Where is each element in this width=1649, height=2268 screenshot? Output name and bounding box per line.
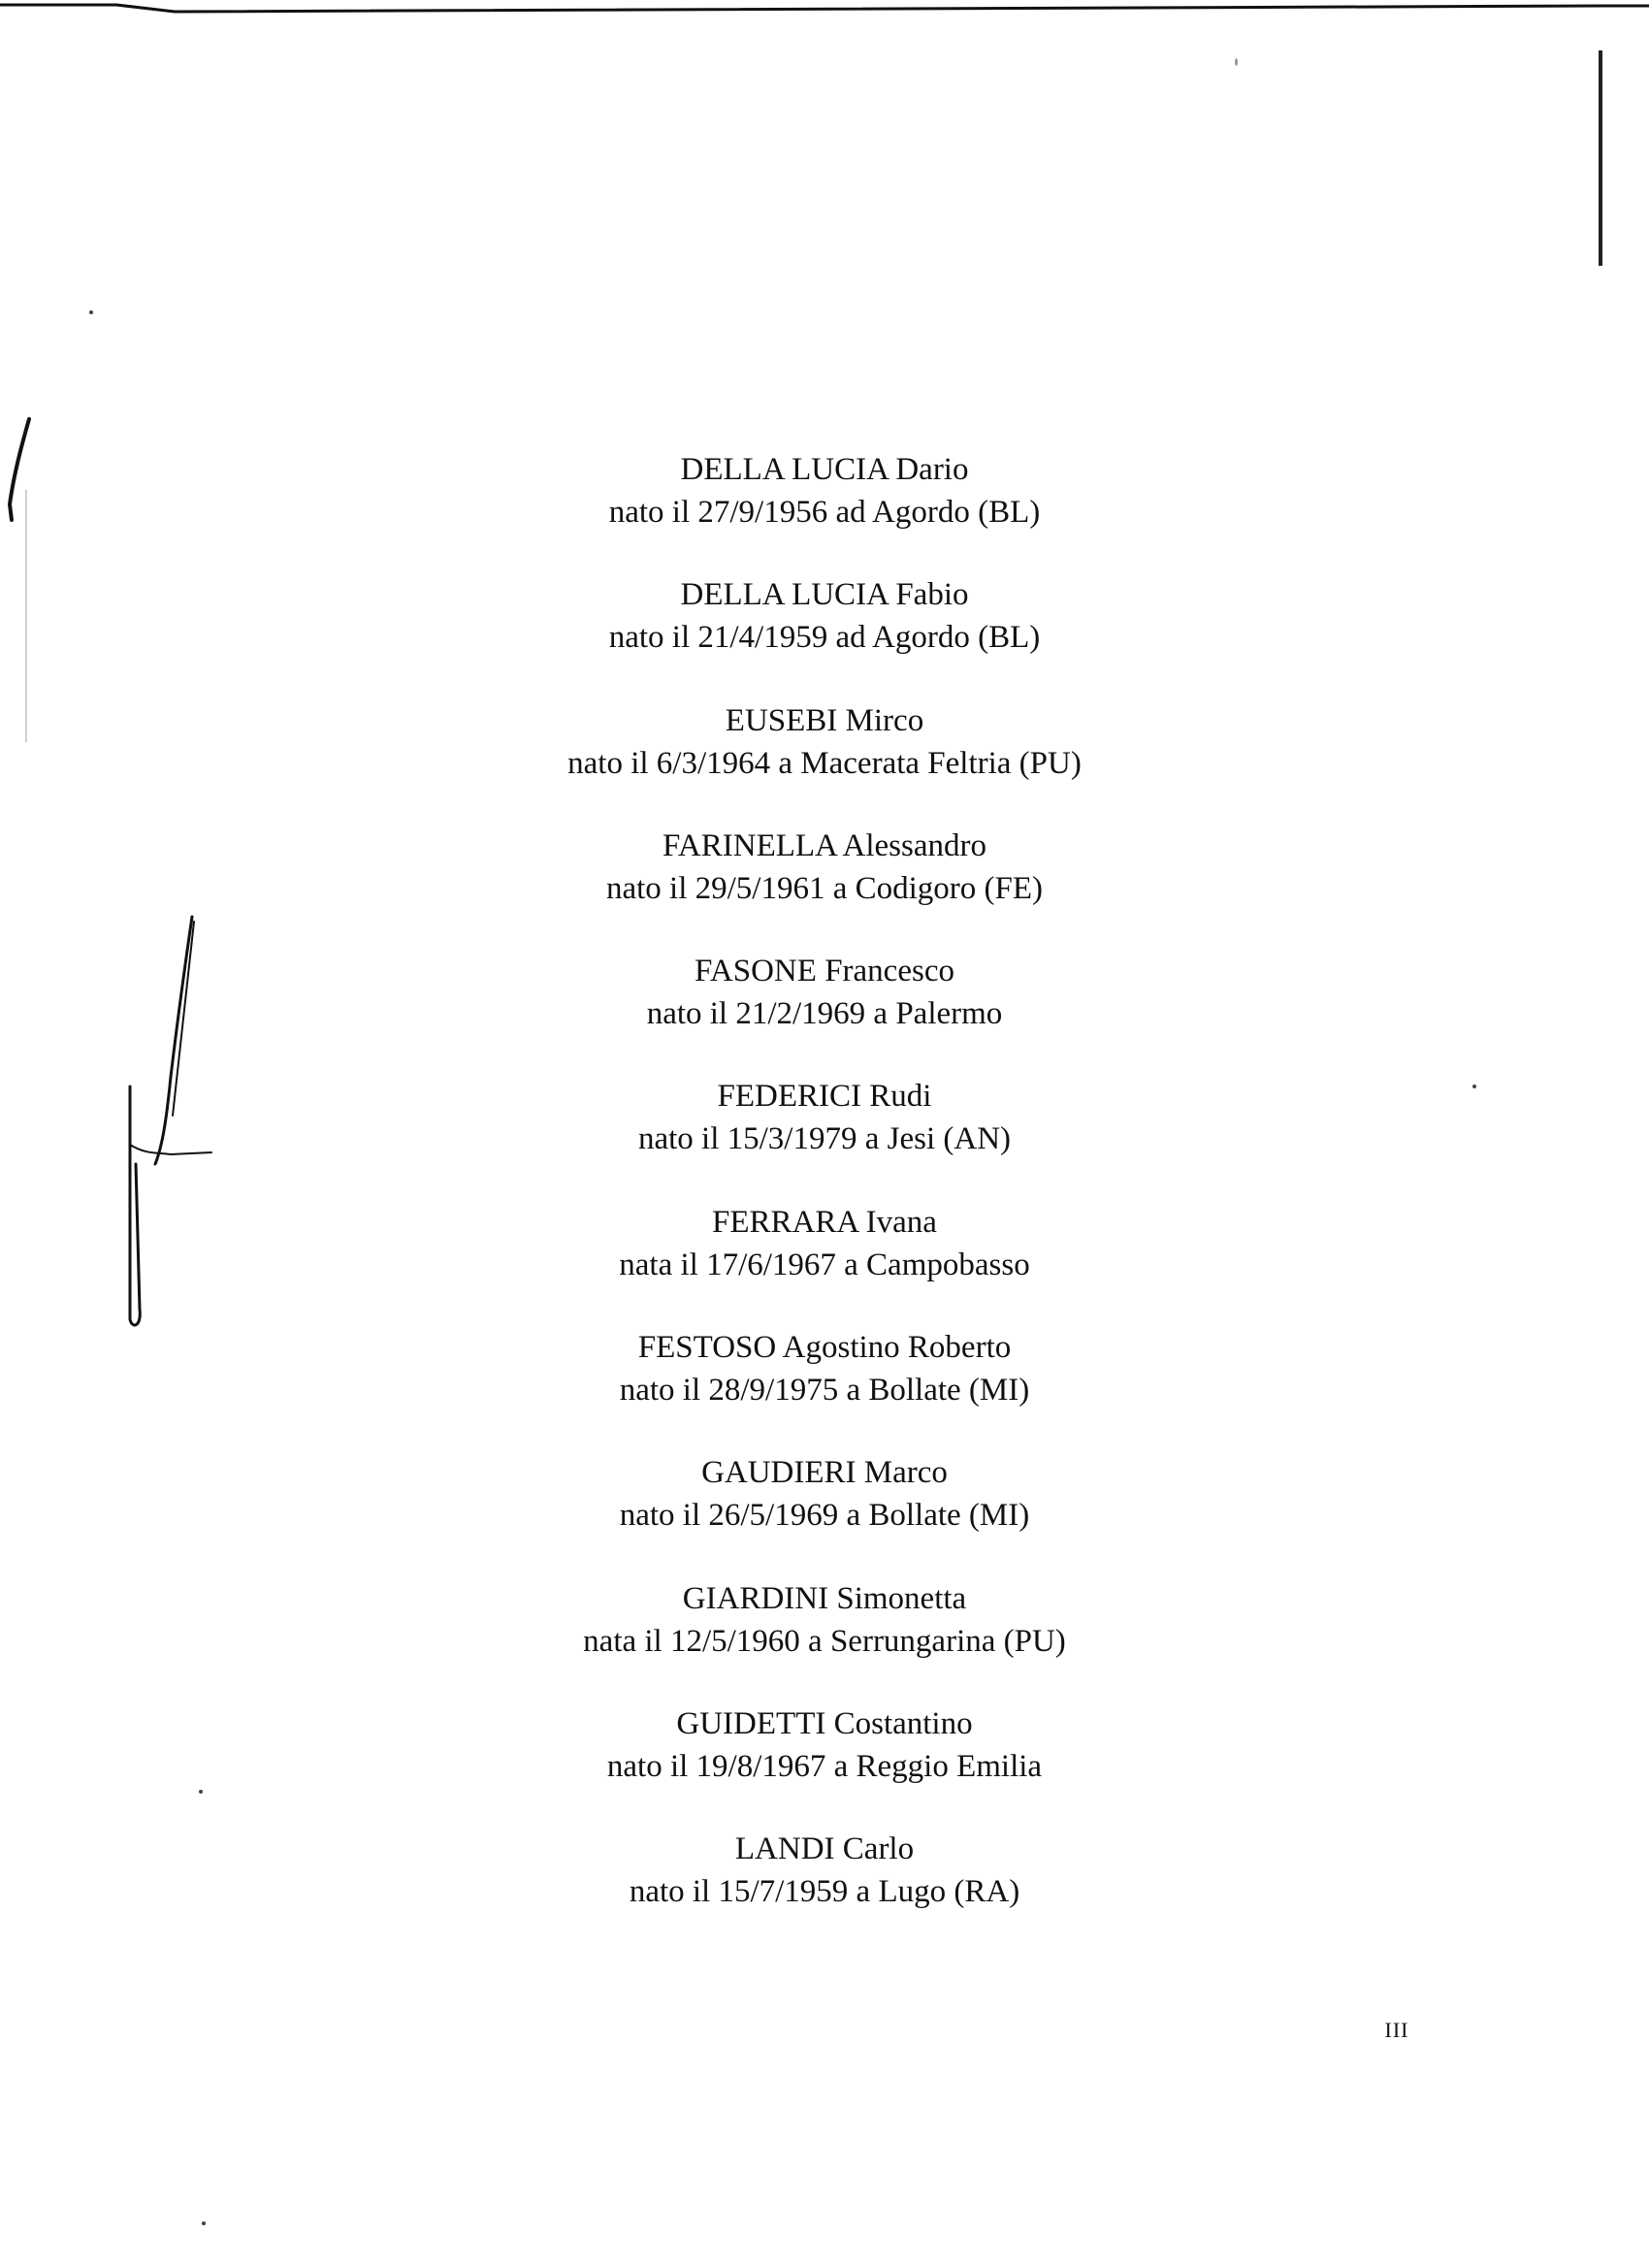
person-name: [0, 1201, 1649, 1244]
given-name: Costantino: [833, 1705, 973, 1741]
surname: LANDI: [734, 1831, 835, 1867]
list-item: [0, 448, 1649, 573]
surname: FESTOSO: [637, 1330, 777, 1366]
birth-info: nato il 15/7/1959 a Lugo (RA): [629, 1874, 1020, 1910]
birth-info: nata il 17/6/1967 a Campobasso: [619, 1247, 1030, 1282]
list-item: [0, 825, 1649, 950]
person-name: [0, 448, 1649, 491]
person-name: [0, 573, 1649, 616]
given-name: Carlo: [842, 1831, 915, 1867]
birth-info: nato il 29/5/1961 a Codigoro (FE): [605, 870, 1044, 906]
surname: GUIDETTI: [676, 1705, 826, 1741]
scan-speck: [89, 310, 93, 314]
list-item: [0, 1577, 1649, 1702]
given-name: Francesco: [824, 954, 954, 989]
given-name: Agostino Roberto: [782, 1330, 1012, 1366]
list-item: [0, 950, 1649, 1075]
person-list: [0, 448, 1649, 1954]
page-number: III: [1384, 2018, 1409, 2042]
list-item: [0, 699, 1649, 825]
surname: EUSEBI: [725, 702, 838, 738]
surname: FARINELLA: [663, 827, 837, 863]
person-name: [0, 1577, 1649, 1620]
person-name: [0, 1828, 1649, 1870]
list-item: [0, 1828, 1649, 1953]
person-name: [0, 950, 1649, 992]
surname: GAUDIERI: [701, 1455, 857, 1491]
surname: DELLA LUCIA: [680, 577, 889, 613]
given-name: Alessandro: [842, 827, 986, 863]
scan-top-edge: [0, 0, 1649, 16]
list-item: [0, 1451, 1649, 1576]
list-item: [0, 1201, 1649, 1326]
birth-info: nato il 21/4/1959 ad Agordo (BL): [608, 620, 1041, 656]
person-name: [0, 699, 1649, 742]
surname: DELLA LUCIA: [680, 452, 889, 487]
given-name: Mirco: [845, 702, 924, 738]
scan-right-edge-bar: [1599, 50, 1602, 266]
given-name: Rudi: [869, 1079, 932, 1115]
given-name: Dario: [895, 452, 969, 487]
given-name: Ivana: [865, 1204, 937, 1240]
birth-info: nata il 12/5/1960 a Serrungarina (PU): [583, 1623, 1066, 1659]
list-item: [0, 1326, 1649, 1451]
scan-speck: [202, 2221, 206, 2225]
given-name: Simonetta: [836, 1580, 967, 1616]
scan-speck: [1235, 58, 1238, 66]
birth-info: nato il 28/9/1975 a Bollate (MI): [619, 1373, 1030, 1409]
surname: FERRARA: [712, 1204, 858, 1240]
birth-info: nato il 15/3/1979 a Jesi (AN): [637, 1121, 1012, 1157]
person-name: [0, 1075, 1649, 1118]
surname: FEDERICI: [717, 1079, 862, 1115]
birth-info: nato il 26/5/1969 a Bollate (MI): [619, 1498, 1030, 1534]
list-item: [0, 1075, 1649, 1200]
surname: GIARDINI: [682, 1580, 829, 1616]
person-name: [0, 1451, 1649, 1494]
list-item: [0, 573, 1649, 698]
surname: FASONE: [695, 954, 817, 989]
person-name: [0, 825, 1649, 867]
given-name: Marco: [863, 1455, 948, 1491]
birth-info: nato il 27/9/1956 ad Agordo (BL): [608, 495, 1041, 530]
person-name: [0, 1702, 1649, 1745]
list-item: [0, 1702, 1649, 1828]
person-name: [0, 1326, 1649, 1369]
given-name: Fabio: [895, 577, 969, 613]
birth-info: nato il 19/8/1967 a Reggio Emilia: [606, 1748, 1043, 1784]
birth-info: nato il 6/3/1964 a Macerata Feltria (PU): [567, 745, 1082, 781]
birth-info: nato il 21/2/1969 a Palermo: [646, 996, 1003, 1032]
